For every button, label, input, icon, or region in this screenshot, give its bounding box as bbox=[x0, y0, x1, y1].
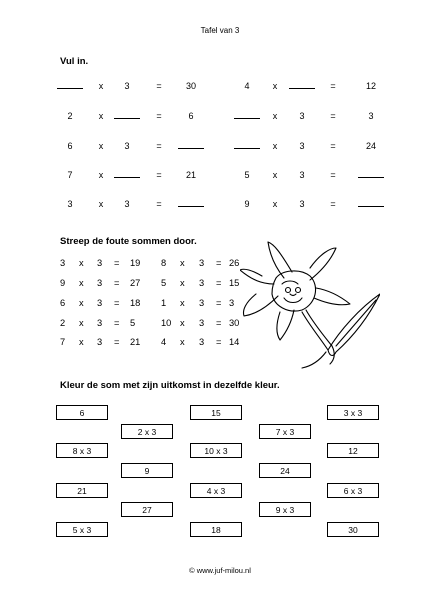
equation-token: 1 bbox=[161, 298, 167, 308]
equation-token: x bbox=[272, 170, 278, 180]
equation-token: 3 bbox=[199, 337, 205, 347]
match-box[interactable]: 18 bbox=[190, 522, 242, 537]
equation-token: 3 bbox=[199, 298, 205, 308]
page-title: Tafel van 3 bbox=[200, 26, 240, 35]
equation-token: 8 bbox=[161, 258, 167, 268]
answer-blank[interactable] bbox=[358, 177, 384, 178]
equation-token: = bbox=[156, 199, 162, 209]
equation-token: x bbox=[79, 318, 84, 328]
equation-token: = bbox=[156, 141, 162, 151]
equation-token: 24 bbox=[365, 141, 376, 151]
equation-token: 19 bbox=[130, 258, 141, 268]
answer-blank[interactable] bbox=[114, 118, 140, 119]
equation-token: = bbox=[114, 278, 120, 288]
section3-heading: Kleur de som met zijn uitkomst in dezelfde kleur. bbox=[60, 380, 280, 391]
match-box[interactable]: 9 x 3 bbox=[259, 502, 311, 517]
equation-token: = bbox=[114, 298, 120, 308]
equation-token: 10 bbox=[161, 318, 172, 328]
equation-token: 3 bbox=[60, 258, 66, 268]
daffodil-illustration bbox=[240, 234, 380, 374]
equation-token: = bbox=[114, 337, 120, 347]
section1-heading: Vul in. bbox=[60, 56, 89, 67]
match-box[interactable]: 12 bbox=[327, 443, 379, 458]
equation-token: = bbox=[330, 141, 336, 151]
equation-token: 3 bbox=[199, 278, 205, 288]
match-box[interactable]: 9 bbox=[121, 463, 173, 478]
equation-token: = bbox=[330, 81, 336, 91]
equation-token: = bbox=[156, 170, 162, 180]
equation-token: = bbox=[216, 298, 222, 308]
equation-token: x bbox=[98, 199, 104, 209]
equation-token: 3 bbox=[299, 141, 305, 151]
section2-heading: Streep de foute sommen door. bbox=[60, 236, 197, 247]
equation-token: = bbox=[216, 258, 222, 268]
equation-token: 21 bbox=[130, 337, 141, 347]
match-box[interactable]: 21 bbox=[56, 483, 108, 498]
match-box[interactable]: 30 bbox=[327, 522, 379, 537]
equation-token: x bbox=[79, 298, 84, 308]
equation-token: 27 bbox=[130, 278, 141, 288]
equation-token: x bbox=[79, 258, 84, 268]
equation-token: 6 bbox=[67, 141, 73, 151]
equation-token: 3 bbox=[229, 298, 235, 308]
equation-token: x bbox=[272, 81, 278, 91]
equation-token: 5 bbox=[244, 170, 250, 180]
equation-token: 3 bbox=[368, 111, 374, 121]
answer-blank[interactable] bbox=[234, 148, 260, 149]
equation-token: 5 bbox=[161, 278, 167, 288]
equation-token: 30 bbox=[229, 318, 240, 328]
equation-token: = bbox=[156, 81, 162, 91]
equation-token: 21 bbox=[185, 170, 196, 180]
equation-token: 6 bbox=[60, 298, 66, 308]
equation-token: x bbox=[98, 81, 104, 91]
equation-token: = bbox=[156, 111, 162, 121]
equation-token: = bbox=[114, 258, 120, 268]
equation-token: x bbox=[180, 258, 185, 268]
equation-token: 3 bbox=[97, 278, 103, 288]
equation-token: 14 bbox=[229, 337, 240, 347]
equation-token: x bbox=[272, 141, 278, 151]
equation-token: 9 bbox=[60, 278, 66, 288]
equation-token: x bbox=[272, 111, 278, 121]
equation-token: 18 bbox=[130, 298, 141, 308]
equation-token: = bbox=[330, 170, 336, 180]
equation-token: x bbox=[79, 337, 84, 347]
equation-token: = bbox=[216, 278, 222, 288]
equation-token: 3 bbox=[124, 141, 130, 151]
equation-token: 4 bbox=[244, 81, 250, 91]
equation-token: 15 bbox=[229, 278, 240, 288]
equation-token: 12 bbox=[365, 81, 376, 91]
equation-token: 7 bbox=[67, 170, 73, 180]
answer-blank[interactable] bbox=[178, 206, 204, 207]
match-box[interactable]: 6 bbox=[56, 405, 108, 420]
answer-blank[interactable] bbox=[57, 88, 83, 89]
match-box[interactable]: 3 x 3 bbox=[327, 405, 379, 420]
footer-copyright: © www.juf-milou.nl bbox=[189, 566, 251, 575]
match-box[interactable]: 15 bbox=[190, 405, 242, 420]
equation-token: 3 bbox=[124, 81, 130, 91]
equation-token: 3 bbox=[299, 170, 305, 180]
equation-token: 3 bbox=[97, 298, 103, 308]
equation-token: 3 bbox=[97, 258, 103, 268]
answer-blank[interactable] bbox=[178, 148, 204, 149]
equation-token: 3 bbox=[67, 199, 73, 209]
match-box[interactable]: 7 x 3 bbox=[259, 424, 311, 439]
equation-token: 3 bbox=[97, 318, 103, 328]
equation-token: 3 bbox=[299, 111, 305, 121]
answer-blank[interactable] bbox=[234, 118, 260, 119]
equation-token: x bbox=[79, 278, 84, 288]
match-box[interactable]: 5 x 3 bbox=[56, 522, 108, 537]
equation-token: 4 bbox=[161, 337, 167, 347]
equation-token: = bbox=[330, 111, 336, 121]
equation-token: 6 bbox=[188, 111, 194, 121]
equation-token: 3 bbox=[199, 258, 205, 268]
equation-token: 26 bbox=[229, 258, 240, 268]
equation-token: 7 bbox=[60, 337, 66, 347]
equation-token: = bbox=[216, 318, 222, 328]
answer-blank[interactable] bbox=[289, 88, 315, 89]
match-box[interactable]: 4 x 3 bbox=[190, 483, 242, 498]
match-box[interactable]: 6 x 3 bbox=[327, 483, 379, 498]
equation-token: x bbox=[180, 337, 185, 347]
equation-token: 5 bbox=[130, 318, 136, 328]
equation-token: 2 bbox=[60, 318, 66, 328]
equation-token: x bbox=[180, 298, 185, 308]
equation-token: 30 bbox=[185, 81, 196, 91]
answer-blank[interactable] bbox=[358, 206, 384, 207]
equation-token: x bbox=[180, 278, 185, 288]
equation-token: = bbox=[330, 199, 336, 209]
equation-token: x bbox=[272, 199, 278, 209]
match-box[interactable]: 8 x 3 bbox=[56, 443, 108, 458]
equation-token: x bbox=[98, 111, 104, 121]
equation-token: x bbox=[180, 318, 185, 328]
match-box[interactable]: 2 x 3 bbox=[121, 424, 173, 439]
equation-token: 3 bbox=[124, 199, 130, 209]
equation-token: x bbox=[98, 170, 104, 180]
match-box[interactable]: 27 bbox=[121, 502, 173, 517]
answer-blank[interactable] bbox=[114, 177, 140, 178]
match-box[interactable]: 10 x 3 bbox=[190, 443, 242, 458]
equation-token: 3 bbox=[199, 318, 205, 328]
match-box[interactable]: 24 bbox=[259, 463, 311, 478]
equation-token: = bbox=[216, 337, 222, 347]
equation-token: 3 bbox=[97, 337, 103, 347]
equation-token: 9 bbox=[244, 199, 250, 209]
equation-token: = bbox=[114, 318, 120, 328]
equation-token: 2 bbox=[67, 111, 73, 121]
equation-token: x bbox=[98, 141, 104, 151]
equation-token: 3 bbox=[299, 199, 305, 209]
